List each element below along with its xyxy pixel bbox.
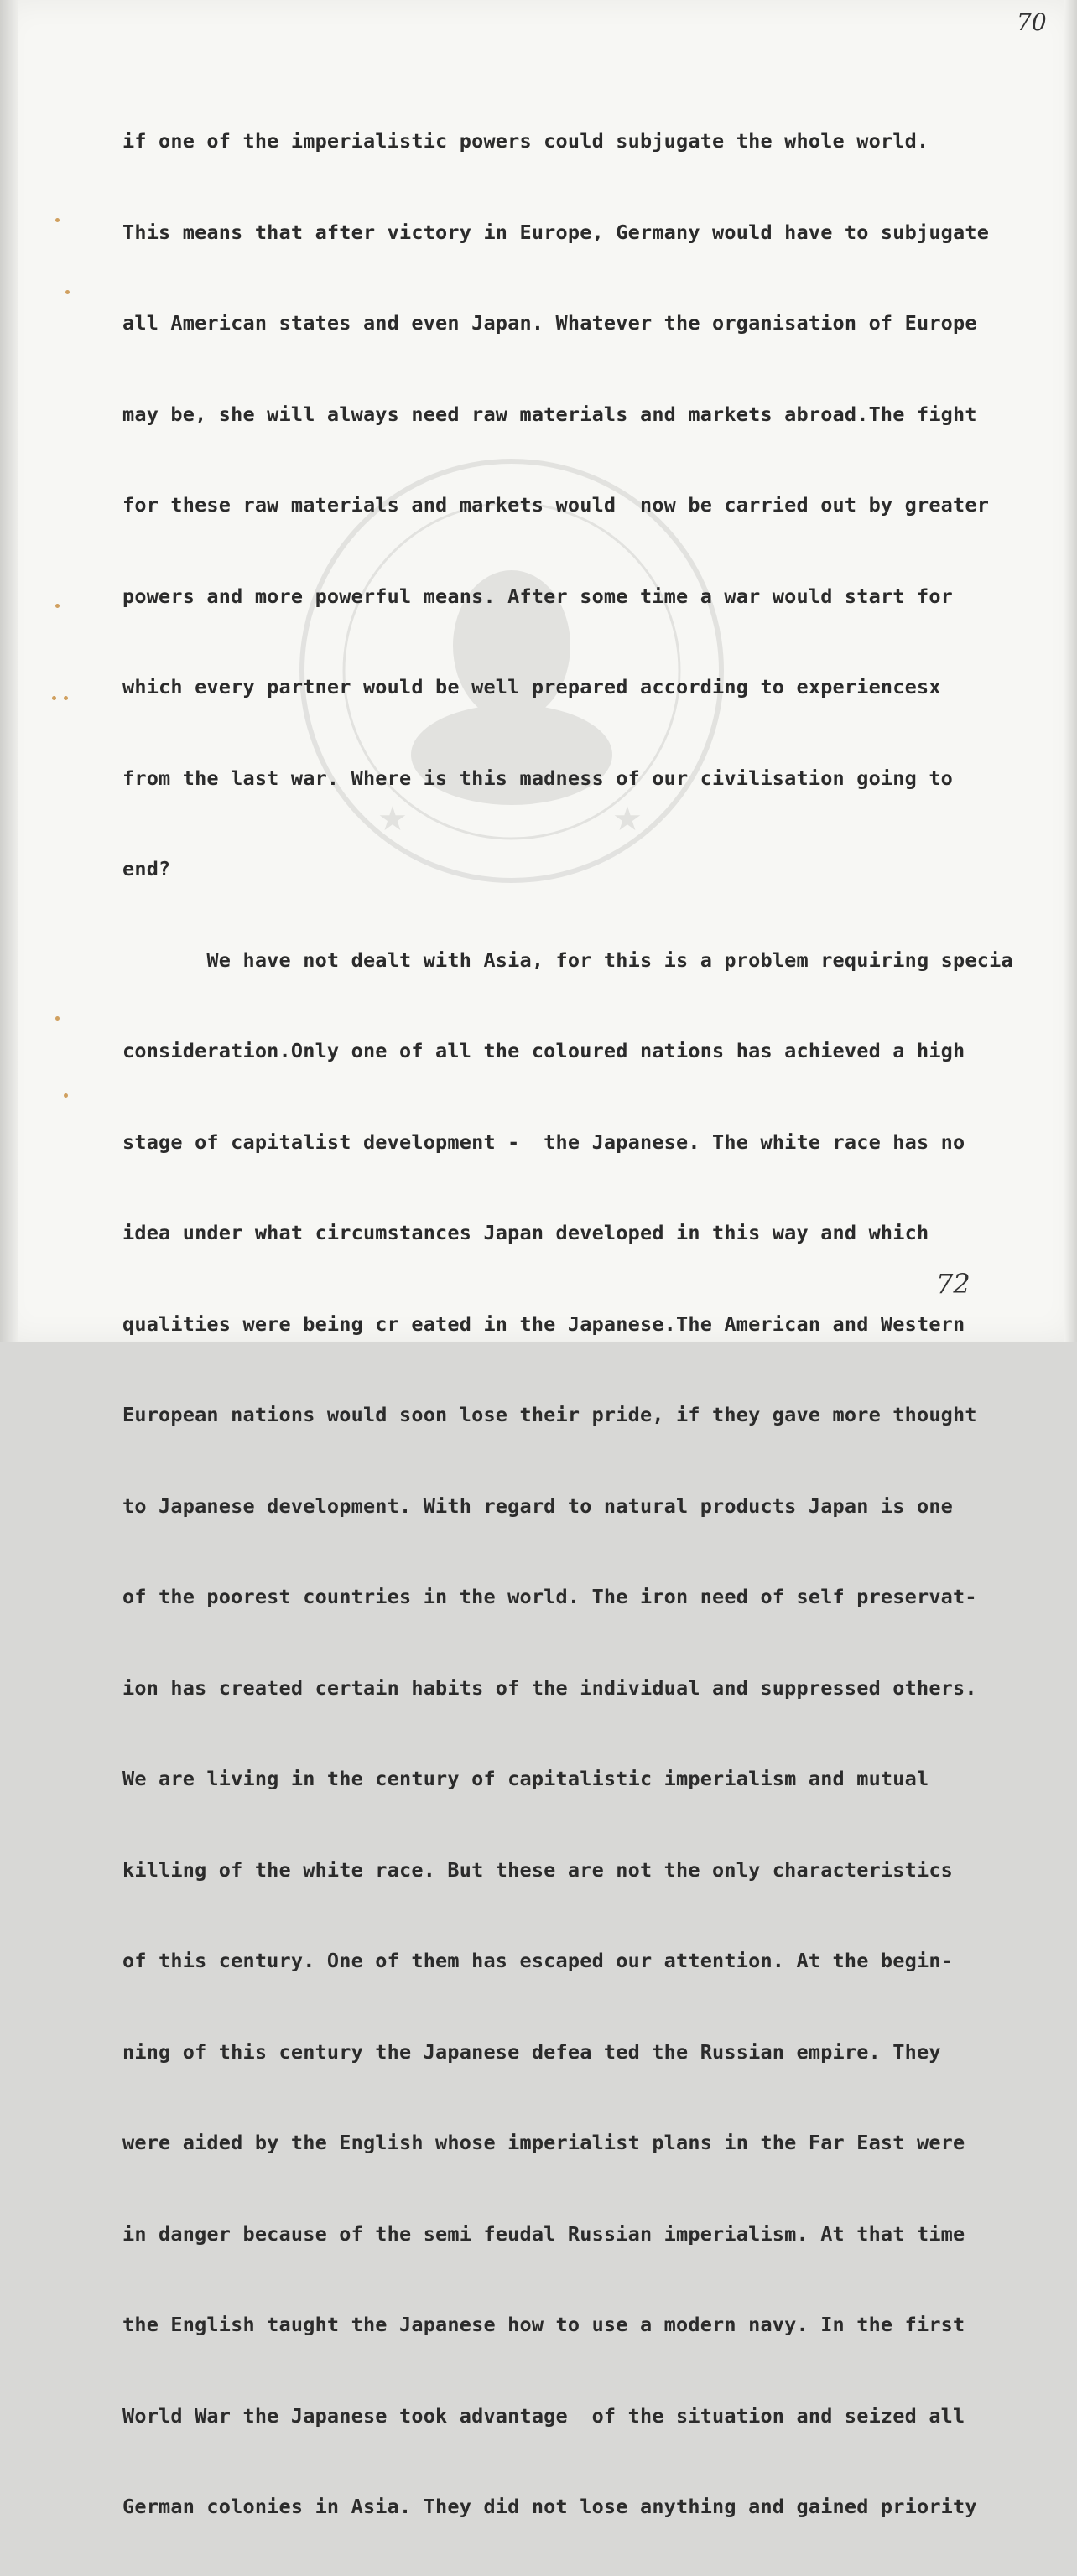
- text-line: killing of the white race. But these are not the only characteristics: [122, 1857, 954, 1882]
- text-line: of the poorest countries in the world. The iron need of self preservat-: [122, 1585, 977, 1608]
- page-left-edge: [0, 0, 18, 1342]
- text-line: European nations would soon lose their pride, if they gave more thought: [122, 1403, 977, 1426]
- text-line: if one of the imperialistic powers could subjugate the whole world.: [122, 129, 929, 153]
- text-line: of this century. One of them has escaped our attention. At the begin-: [122, 1949, 954, 1972]
- text-line: end?: [122, 857, 171, 880]
- margin-mark: [55, 218, 60, 222]
- text-line: stage of capitalist development - the Japanese. The white race has no: [122, 1130, 965, 1154]
- page-right-edge: [1064, 0, 1077, 1342]
- text-line: may be, she will always need raw materials and markets abroad.The fight: [122, 402, 977, 426]
- margin-mark: [64, 1093, 68, 1098]
- text-line: ion has created certain habits of the individual and suppressed others.: [122, 1675, 977, 1700]
- text-line: ning of this century the Japanese defea ted the Russian empire. They: [122, 2039, 941, 2064]
- margin-mark: [65, 290, 70, 294]
- text-line: German colonies in Asia. They did not lose anything and gained priority: [122, 2495, 977, 2518]
- text-line: This means that after victory in Europe, Germany would have to subjugate: [122, 220, 990, 244]
- margin-mark: [55, 1016, 60, 1021]
- page-number-top: 70: [1017, 8, 1047, 36]
- margin-mark: [64, 696, 68, 700]
- margin-mark: [52, 696, 56, 700]
- text-line: idea under what circumstances Japan developed in this way and which: [122, 1221, 929, 1244]
- text-line: were aided by the English whose imperialist plans in the Far East were: [122, 2131, 965, 2154]
- text-line: World War the Japanese took advantage of the situation and seized all: [122, 2403, 965, 2428]
- svg-text:★: ★: [377, 800, 408, 839]
- typewritten-text: [122, 72, 1062, 2576]
- page-number-bottom: 72: [936, 1268, 970, 1300]
- text-line: which every partner would be well prepared according to experiencesx: [122, 675, 941, 699]
- text-line: powers and more powerful means. After some time a war would start for: [122, 584, 954, 608]
- text-line: to Japanese development. With regard to natural products Japan is one: [122, 1493, 954, 1518]
- text-line: We are living in the century of capitalistic imperialism and mutual: [122, 1767, 929, 1790]
- text-line: We have not dealt with Asia, for this is a problem requiring specia: [122, 948, 1013, 972]
- svg-text:★: ★: [612, 800, 643, 839]
- text-line: from the last war. Where is this madness of our civilisation going to: [122, 766, 954, 790]
- text-line: for these raw materials and markets would now be carried out by greater: [122, 493, 990, 517]
- text-line: in danger because of the semi feudal Russian imperialism. At that time: [122, 2221, 965, 2246]
- margin-mark: [55, 604, 60, 608]
- text-line: the English taught the Japanese how to use a modern navy. In the first: [122, 2313, 965, 2336]
- text-line: all American states and even Japan. Whatever the organisation of Europe: [122, 311, 977, 335]
- text-line: consideration.Only one of all the coloured nations has achieved a high: [122, 1039, 965, 1062]
- text-line: qualities were being cr eated in the Japanese.The American and Western: [122, 1311, 965, 1336]
